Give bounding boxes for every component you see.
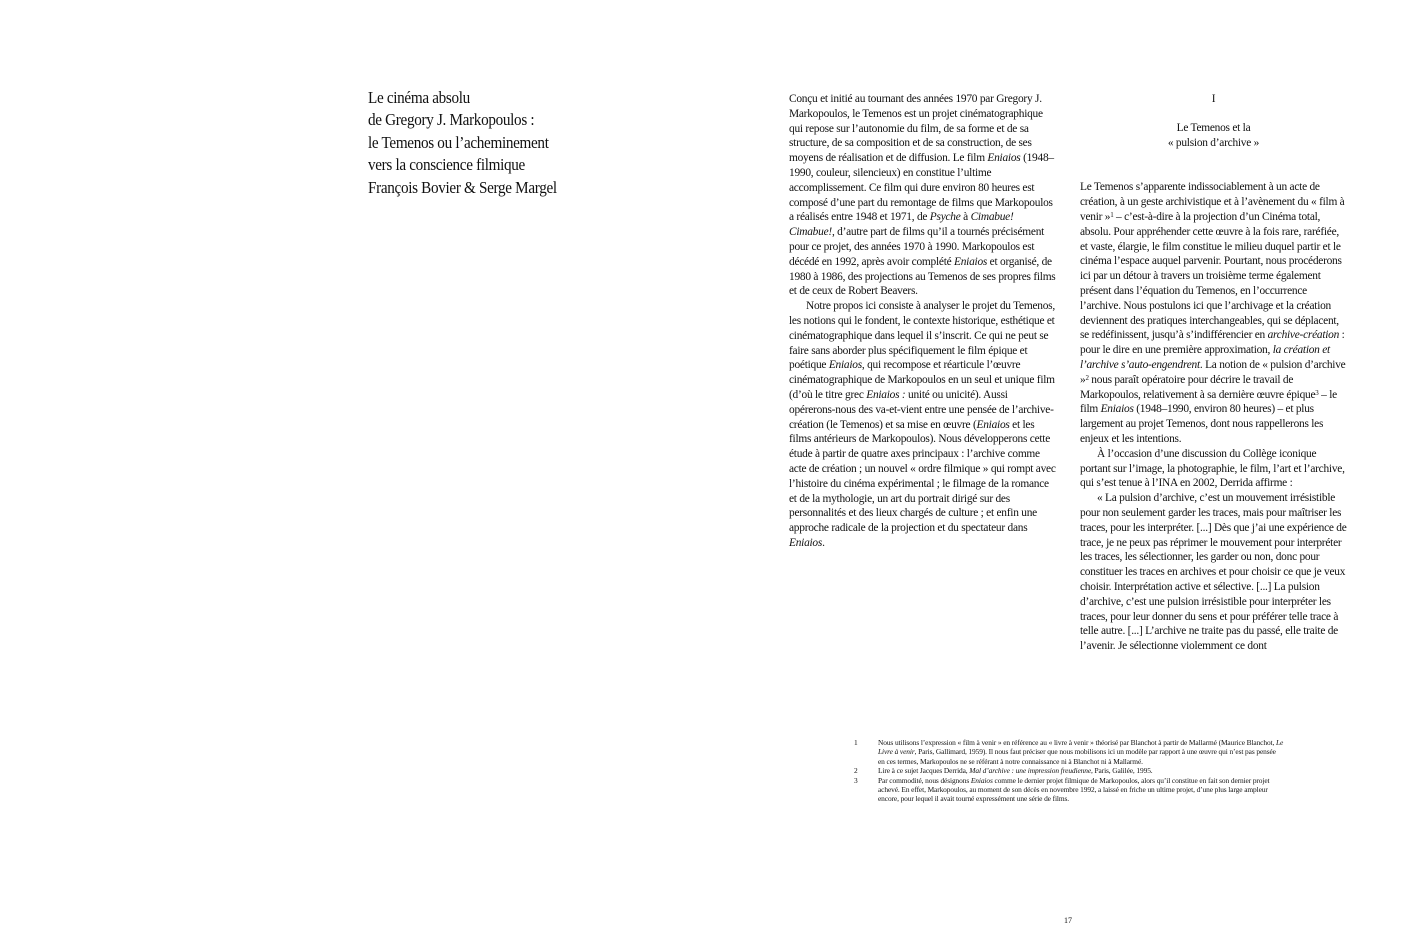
footnote: 3 Par commodité, nous désignons Eniaios comme le dernier projet filmique de Markopoulos, alors qu’il constitue en fait son dernier projet achevé. En effet, Markopoulos, au moment de son décès en novembre 1992, a laissé en friche un ultime projet, d’une plus large ampleur encore, pour lequel il avait tourné expressément une série de films. <box>854 775 1270 804</box>
article-title <box>368 87 607 199</box>
title-line: Le cinéma absolu <box>368 88 470 107</box>
section-title: Le Temenos et la « pulsion d’archive » <box>1167 121 1260 149</box>
body-paragraph: À l’occasion d’une discussion du Collège iconique portant sur l’image, la photographie, le film, l’art et l’archive, qui s’est tenue à l’INA en 2002, Derrida affirme : <box>1080 447 1345 490</box>
footnote-number: 1 <box>854 738 858 747</box>
body-paragraph: Notre propos ici consiste à analyser le projet du Temenos, les notions qui le fondent, le contexte historique, esthétique et cinématographique dans lequel il s’inscrit. Ce qui ne peut se faire sans aborder plus spécifiquement le film épique et poétique Eniaios, qui recompose et réarticule l’œuvre cinématographique de Markopoulos en un seul et unique film (d’où le titre grec Eniaios : unité ou unicité). Aussi opérerons-nous des va-et-vient entre une pensée de l’archive-création (le Temenos) et sa mise en œuvre (Eniaios et les films antérieurs de Markopoulos). Nous développerons cette étude à partir de quatre axes principaux : l’archive comme acte de création ; un nouvel « ordre filmique » qui rompt avec l’histoire du cinéma expérimental ; le filmage de la romance et de la mythologie, un art du portrait dirigé sur des personnalités et des lieux chargés de culture ; et enfin une approche radicale de la projection et du spectateur dans Eniaios. <box>789 300 1056 549</box>
footnote: 1 Nous utilisons l’expression « film à venir » en référence au « livre à venir » théorisé par Blanchot à partir de Mallarmé (Maurice Blanchot, Le Livre à venir, Paris, Gallimard, 1959). Il nous faut préciser que nous mobilisons ici un modèle par rapport à une œuvre qui n’est pas pensée en ces termes, Markopoulos ne se référant à notre connaissance ni à Blanchot ni à Mallarmé. <box>854 738 1284 766</box>
page-number: 17 <box>1064 916 1072 925</box>
footnotes <box>854 738 1284 804</box>
title-line: de Gregory J. Markopoulos : <box>368 110 535 130</box>
footnote-ref: 1 <box>1110 210 1114 219</box>
body-column-right <box>1080 92 1347 717</box>
footnote: 2 Lire à ce sujet Jacques Derrida, Mal d’archive : une impression freudienne, Paris, Galilée, 1995. <box>854 766 1153 776</box>
footnote-number: 2 <box>854 766 858 776</box>
quotation: « La pulsion d’archive, c’est un mouvement irrésistible pour non seulement garder les traces, mais pour maîtriser les traces, pour les interpréter. [...] Dès que j’ai une expérience de trace, je ne peux pas réprimer le mouvement pour interpréter les traces, les sélectionner, les garder ou non, donc pour constituer les traces en archives et pour choisir ce que je veux choisir. Interprétation active et sélective. [...] La pulsion d’archive, c’est une pulsion irrésistible pour interpréter les traces, pour leur donner du sens et pour préférer telle trace à telle autre. [...] L’archive ne traite pas du passé, elle traite de l’avenir. Je sélectionne violemment ce dont <box>1080 492 1347 653</box>
body-paragraph: Conçu et initié au tournant des années 1970 par Gregory J. Markopoulos, le Temenos est un projet cinématographique qui repose sur l’autonomie du film, de sa forme et de sa structure, de sa composition et de sa construction, de ses moyens de réalisation et de diffusion. Le film Eniaios (1948–1990, couleur, silencieux) en constitue l’ultime accomplissement. Ce film qui dure environ 80 heures est composé d’une part du remontage de films que Markopoulos a réalisés entre 1948 et 1971, de Psyche à Cimabue! Cimabue!, d’autre part de films qu’il a tournés précisément pour ce projet, des années 1970 à 1990. Markopoulos est décédé en 1992, après avoir complété Eniaios et organisé, de 1980 à 1986, des projections au Temenos de ses propres films et de ceux de Robert Beavers. <box>789 93 1056 298</box>
body-column-left <box>789 92 1056 592</box>
footnote-ref: 3 <box>1315 388 1319 397</box>
footnote-ref: 2 <box>1085 373 1089 382</box>
section-number: I <box>1211 93 1216 105</box>
authors-line: François Bovier & Serge Margel <box>368 177 557 197</box>
footnote-number: 3 <box>854 775 858 785</box>
title-line: vers la conscience filmique <box>368 155 525 175</box>
title-line: le Temenos ou l’acheminement <box>368 132 549 152</box>
body-paragraph: Le Temenos s’apparente indissociablement à un acte de création, à un geste archivistique et à l’avènement du « film à venir »$^1$ – c’est-à-dire à la projection d’un Cinéma total, absolu. Pour appréhender cette œuvre à la fois rare, raréfiée, et vaste, élargie, le film constitue le milieu duquel partir et le cinéma l’espace auquel parvenir. Pourtant, nous procéderons ici par un détour à travers un troisième terme également présent dans l’équation du Temenos, en l’occurrence l’archive. Nous postulons ici que l’archivage et la création deviennent des pratiques interchangeables, qui se déplacent, se redéfinissent, jusqu’à s’indifférencier en archive-création : pour le dire en une première approximation, la création et l’archive s’auto-engendrent. La notion de « pulsion d’archive »$^2$ nous paraît opératoire pour décrire le travail de Markopoulos, relativement à sa dernière œuvre épique$^3$ – le film Eniaios (1948–1990, environ 80 heures) – et plus largement au projet Temenos, dont nous rappellerons les enjeux et les intentions. <box>1080 181 1346 445</box>
